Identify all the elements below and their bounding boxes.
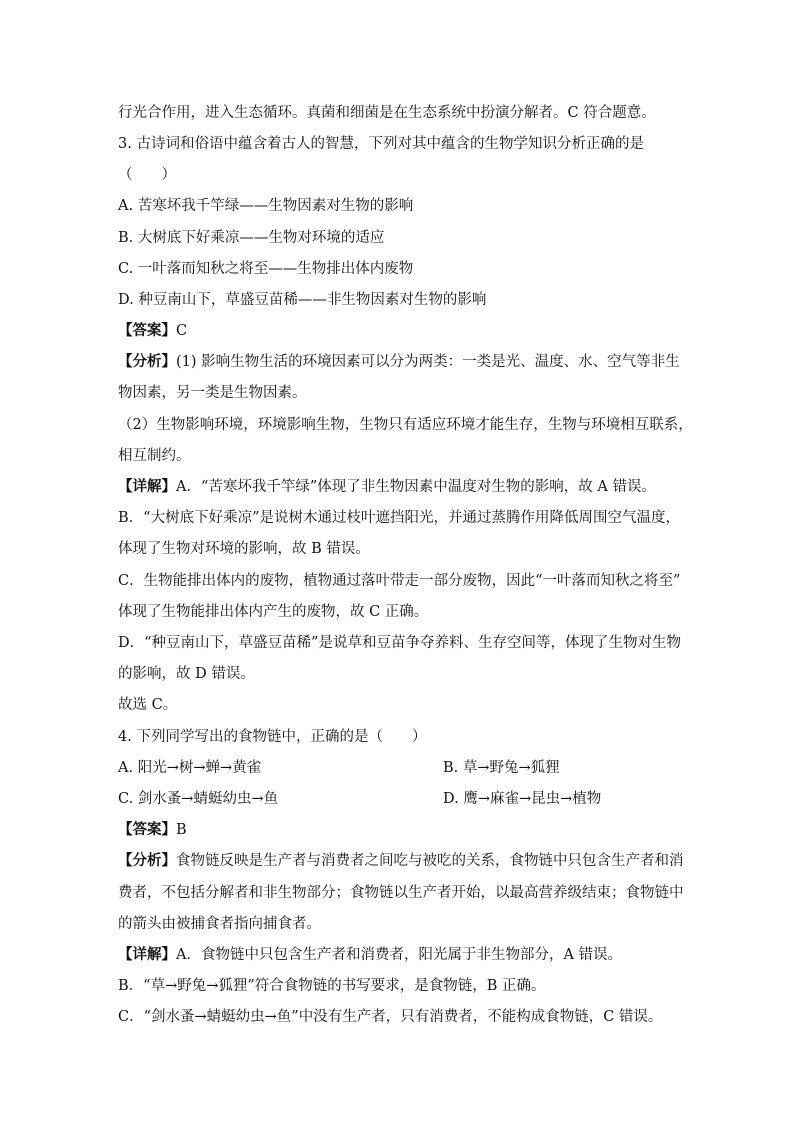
text-line: 行光合作用，进入生态循环。真菌和细菌是在生态系统中扮演分解者。C 符合题意。	[118, 105, 656, 121]
answer-value: B	[176, 822, 187, 838]
text-line: 费者，不包括分解者和非生物部分；食物链以生产者开始，以最高营养级结束；食物链中	[118, 885, 684, 901]
answer-line	[118, 820, 684, 840]
option-a: A. 阳光→树→蝉→黄雀	[118, 760, 262, 776]
analysis-tag: 【分析】	[118, 852, 176, 869]
analysis-line	[118, 851, 684, 871]
question-3-stem: 3. 古诗词和俗语中蕴含着古人的智慧，下列对其中蕴含的生物学知识分析正确的是	[118, 136, 644, 152]
answer-tag: 【答案】	[118, 322, 176, 339]
detail-tag: 【详解】	[118, 478, 176, 495]
text-line: 故选 C。	[118, 697, 178, 713]
text-line: 体现了生物能排出体内产生的废物，故 C 正确。	[118, 604, 429, 620]
option-d: D. 鹰→麻雀→昆虫→植物	[443, 791, 602, 807]
analysis-line	[118, 352, 684, 372]
option-d: D. 种豆南山下，草盛豆苗稀——非生物因素对生物的影响	[118, 292, 487, 308]
text-line: 的箭头由被捕食者指向捕食者。	[118, 916, 321, 932]
detail-line	[118, 477, 684, 497]
text-line: 相互制约。	[118, 448, 191, 464]
answer-line	[118, 321, 684, 341]
option-a: A. 苦寒坏我千竿绿——生物因素对生物的影响	[118, 198, 414, 214]
text-line: （2）生物影响环境，环境影响生物，生物只有适应环境才能生存，生物与环境相互联系，	[118, 417, 693, 433]
detail-text: A．食物链中只包含生产者和消费者，阳光属于非生物部分，A 错误。	[176, 947, 623, 963]
text-line: 体现了生物对环境的影响，故 B 错误。	[118, 541, 370, 557]
option-b: B. 大树底下好乘凉——生物对环境的适应	[118, 230, 385, 246]
detail-line	[118, 945, 684, 965]
question-4-stem: 4. 下列同学写出的食物链中，正确的是（ ）	[118, 729, 427, 745]
detail-text: A．“苦寒坏我千竿绿”体现了非生物因素中温度对生物的影响，故 A 错误。	[176, 479, 656, 495]
option-c: C. 一叶落而知秋之将至——生物排出体内废物	[118, 261, 414, 277]
text-line: D．“种豆南山下，草盛豆苗稀”是说草和豆苗争夺养料、生存空间等，体现了生物对生物	[118, 635, 681, 651]
answer-value: C	[176, 323, 188, 339]
text-line: B．“大树底下好乘凉”是说树木通过枝叶遮挡阳光，并通过蒸腾作用降低周围空气温度，	[118, 510, 680, 526]
detail-tag: 【详解】	[118, 946, 176, 963]
analysis-text: 食物链反映是生产者与消费者之间吃与被吃的关系，食物链中只包含生产者和消	[176, 853, 684, 869]
answer-tag: 【答案】	[118, 821, 176, 838]
text-line: 的影响，故 D 错误。	[118, 666, 255, 682]
text-line: C．生物能排出体内的废物，植物通过落叶带走一部分废物，因此“一叶落而知秋之将至”	[118, 573, 681, 589]
answer-blank: （ ）	[118, 167, 176, 183]
option-c: C. 剑水蚤→蜻蜓幼虫→鱼	[118, 791, 279, 807]
text-line: C．“剑水蚤→蜻蜓幼虫→鱼”中没有生产者，只有消费者，不能构成食物链，C 错误。	[118, 1009, 663, 1025]
analysis-tag: 【分析】	[118, 353, 176, 370]
option-b: B. 草→野兔→狐狸	[443, 760, 560, 776]
text-line: 物因素，另一类是生物因素。	[118, 385, 307, 401]
text-line: B．“草→野兔→狐狸”符合食物链的书写要求，是食物链，B 正确。	[118, 978, 546, 994]
analysis-text: (1) 影响生物生活的环境因素可以分为两类：一类是光、温度、水、空气等非生	[176, 354, 680, 370]
